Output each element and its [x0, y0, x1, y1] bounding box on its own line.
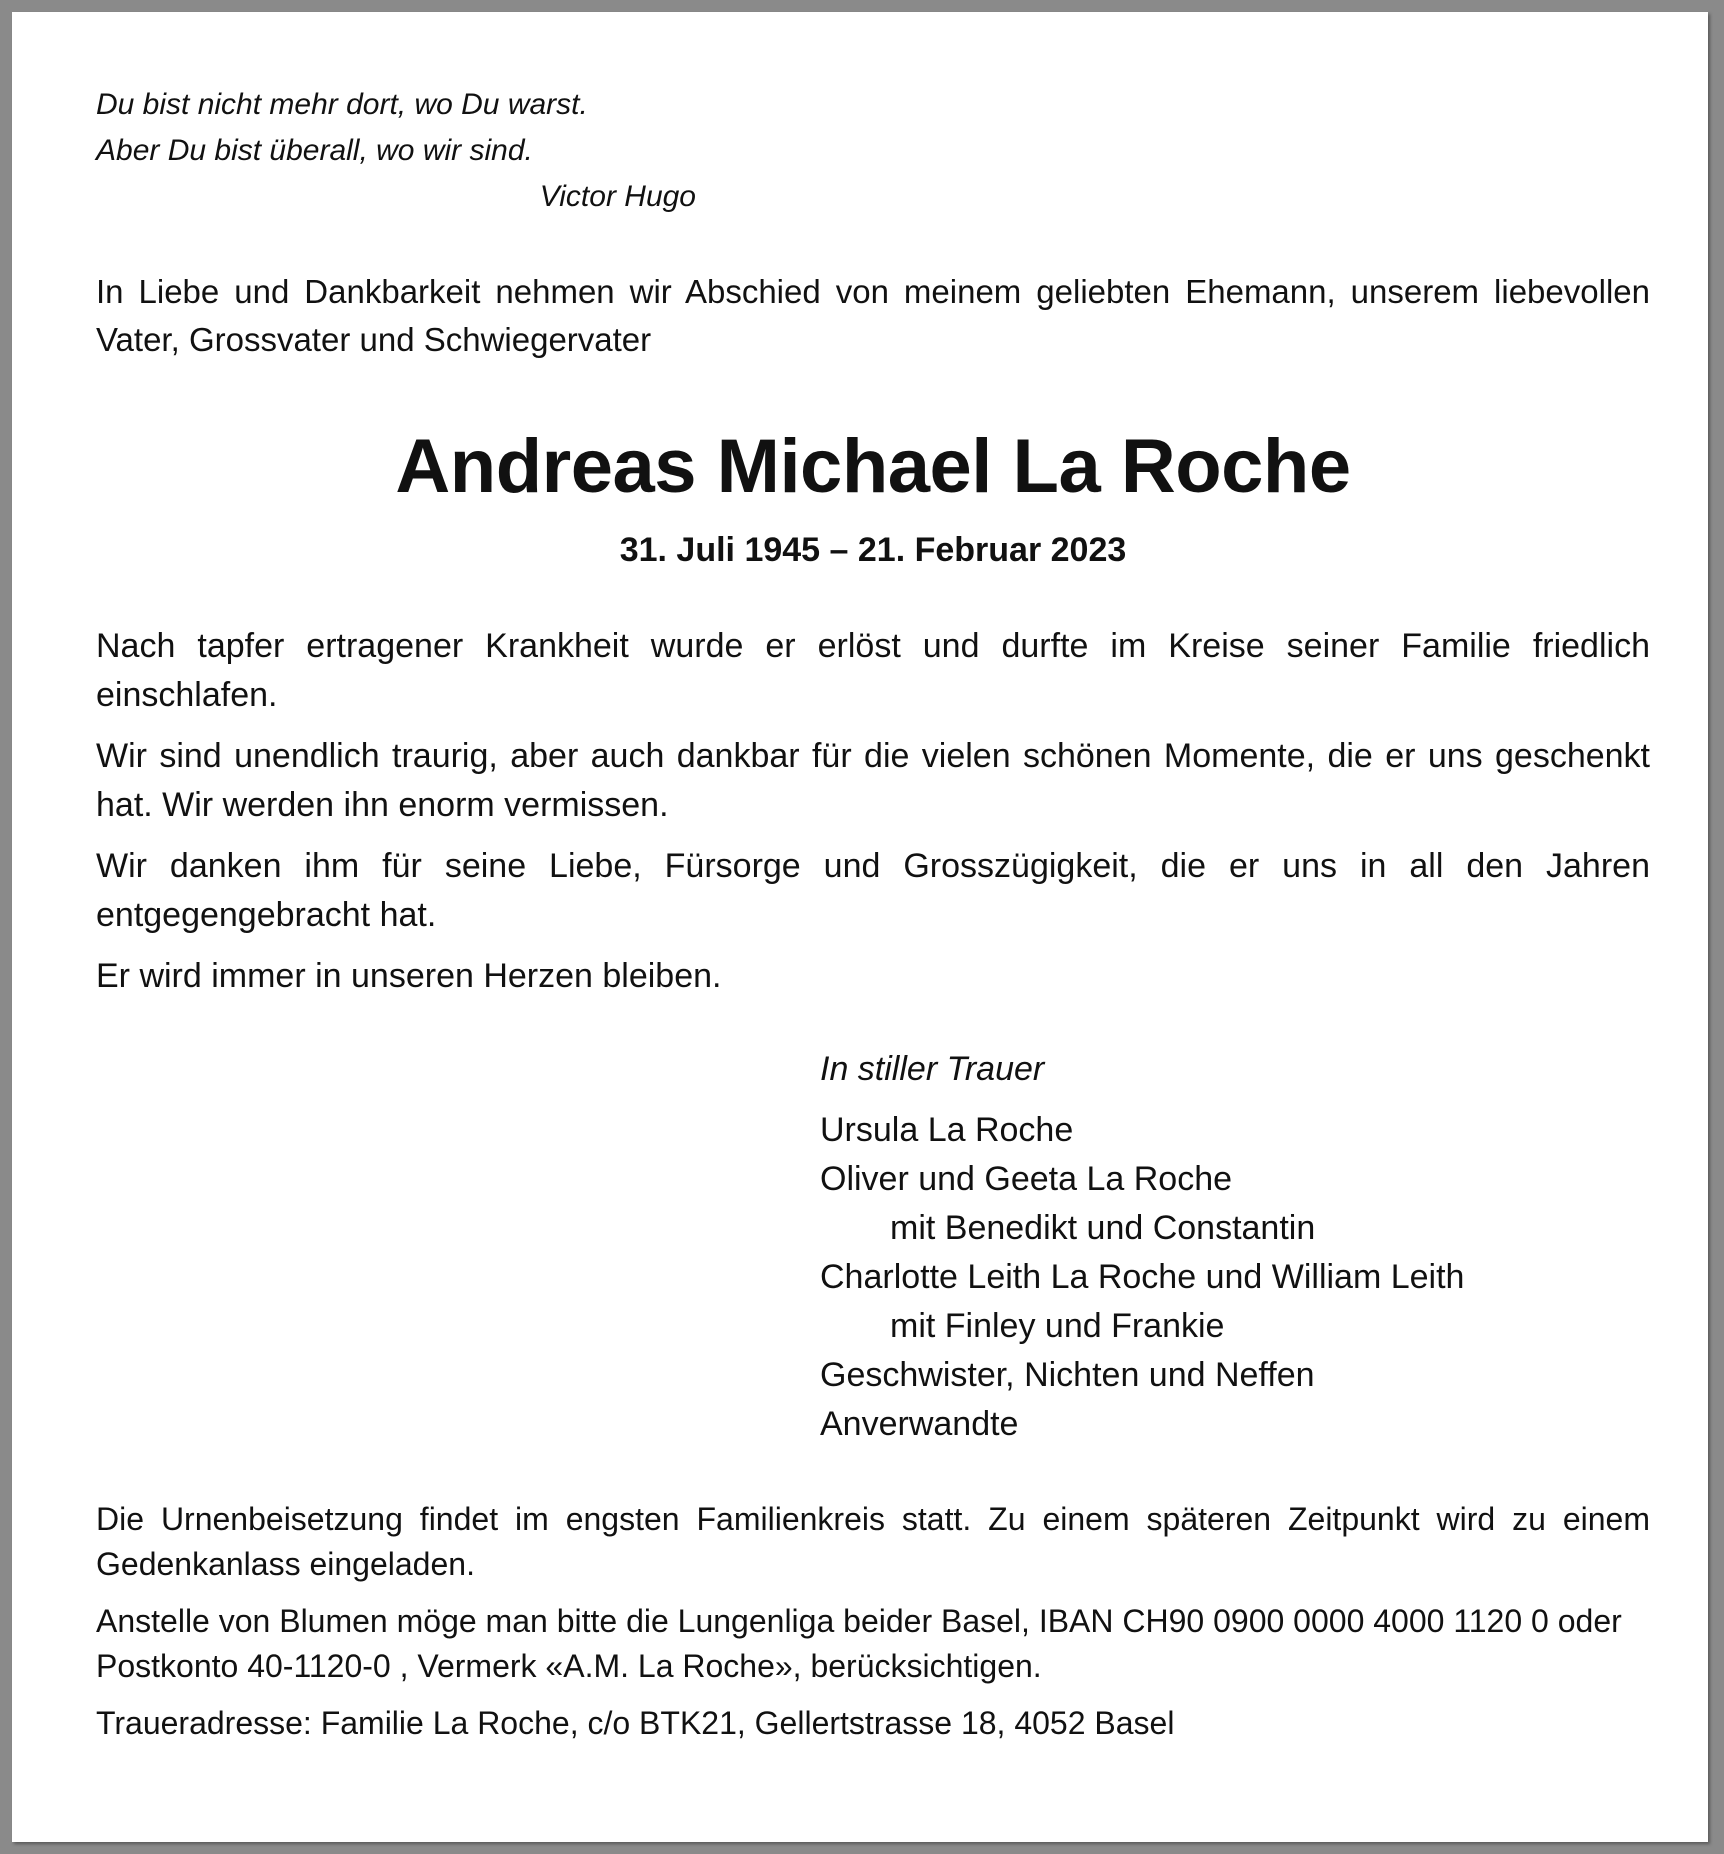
body-paragraph: Er wird immer in unseren Herzen bleiben.	[96, 957, 722, 995]
quote-author: Victor Hugo	[539, 180, 696, 213]
body-paragraph: Wir danken ihm für seine Liebe, Fürsorge und Grosszügigkeit, die er uns in all den Jahren entgegengebracht hat.	[96, 847, 1650, 934]
mourning-address: Traueradresse: Familie La Roche, c/o BTK21, Gellertstrasse 18, 4052 Basel	[96, 1705, 1175, 1741]
body-paragraph: Wir sind unendlich traurig, aber auch dankbar für die vielen schönen Momente, die er uns geschenkt hat. Wir werden ihn enorm vermissen.	[96, 737, 1650, 824]
mourners-list	[820, 1045, 1650, 1449]
burial-notice: Die Urnenbeisetzung findet im engsten Familienkreis statt. Zu einem späteren Zeitpunkt wird zu einem Gedenkanlass eingeladen.	[96, 1501, 1650, 1582]
body-paragraph: Nach tapfer ertragener Krankheit wurde er erlöst und durfte im Kreise seiner Familie friedlich einschlafen.	[96, 627, 1650, 714]
donation-notice: Anstelle von Blumen möge man bitte die Lungenliga beider Basel, IBAN CH90 0900 0000 4000 1120 0 oder Postkonto 40-1120-0 , Vermerk «A.M. La Roche», berücksichtigen.	[96, 1603, 1622, 1684]
quote-line: Aber Du bist überall, wo wir sind.	[96, 134, 533, 167]
obituary-body	[96, 622, 1650, 1001]
epigraph-quote	[96, 82, 696, 220]
obituary-content	[96, 82, 1650, 1758]
intro-text: In Liebe und Dankbarkeit nehmen wir Abschied von meinem geliebten Ehemann, unserem liebevollen Vater, Grossvater und Schwiegervater	[96, 273, 1650, 358]
mourner-line: Oliver und Geeta La Roche	[820, 1160, 1233, 1198]
mourner-line: mit Benedikt und Constantin	[890, 1209, 1316, 1247]
deceased-name: Andreas Michael La Roche	[395, 424, 1351, 509]
mourner-line: mit Finley und Frankie	[890, 1307, 1225, 1345]
mourner-line: Geschwister, Nichten und Neffen	[820, 1356, 1315, 1394]
mourner-line: Charlotte Leith La Roche und William Leith	[820, 1258, 1465, 1296]
mourner-line: Anverwandte	[820, 1405, 1019, 1443]
quote-line: Du bist nicht mehr dort, wo Du warst.	[96, 88, 588, 121]
obituary-footer	[96, 1497, 1650, 1746]
mourners-heading: In stiller Trauer	[820, 1050, 1045, 1088]
mourner-line: Ursula La Roche	[820, 1111, 1074, 1149]
life-dates: 31. Juli 1945 – 21. Februar 2023	[619, 531, 1127, 569]
obituary-page	[12, 12, 1708, 1842]
